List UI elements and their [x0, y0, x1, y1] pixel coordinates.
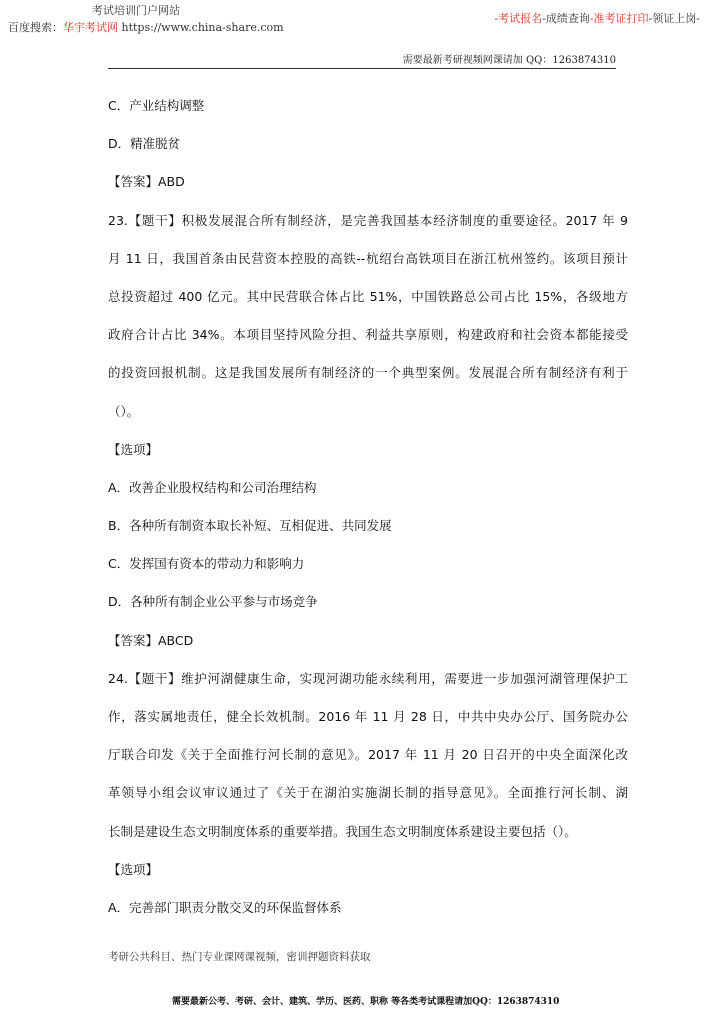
question-24-line: 长制是建设生态文明制度体系的重要举措。我国生态文明制度体系建设主要包括（）。 [108, 823, 577, 839]
options-label-24: 【选项】 [108, 861, 159, 877]
question-23-line: （）。 [108, 403, 140, 419]
site-url[interactable]: https://www.china-share.com [118, 21, 284, 34]
header-contact: 需要最新考研视频网课请加 QQ：1263874310 [402, 55, 616, 66]
question-23-line: 的投资回报机制。这是我国发展所有制经济的一个典型案例。发展混合所有制经济有利于 [108, 365, 628, 381]
footer-note: 考研公共科目、热门专业课网课视频，密训押题资料获取 [108, 951, 371, 963]
question-24-line: 24.【题干】维护河湖健康生命，实现河湖功能永续利用，需要进一步加强河湖管理保护工 [108, 670, 628, 686]
answer-23: 【答案】ABCD [108, 632, 194, 648]
options-label-23: 【选项】 [108, 441, 159, 457]
question-23-line: 总投资超过 400 亿元。其中民营联合体占比 51%，中国铁路总公司占比 15%，各级地方 [108, 288, 628, 304]
header-links [494, 10, 700, 26]
option-a-23: A．改善企业股权结构和公司治理结构 [108, 479, 317, 495]
option-d: D．精准脱贫 [108, 136, 181, 152]
site-name: 考试培训门户网站 [92, 4, 180, 17]
option-a-24: A．完善部门职责分散交叉的环保监督体系 [108, 899, 342, 915]
brand-link[interactable]: 华宇考试网 [63, 21, 118, 34]
document-body [108, 87, 628, 927]
link-registration[interactable]: -考试报名 [494, 12, 543, 25]
option-d-23: D．各种所有制企业公平参与市场竞争 [108, 594, 318, 610]
question-23-line: 月 11 日，我国首条由民营资本控股的高铁--杭绍台高铁项目在浙江杭州签约。该项目预计 [108, 250, 628, 266]
search-hint [8, 19, 284, 35]
question-23-line: 23.【题干】积极发展混合所有制经济，是完善我国基本经济制度的重要途径。2017 年 9 [108, 212, 628, 228]
option-c: C．产业结构调整 [108, 98, 205, 113]
option-b-23: B．各种所有制资本取长补短、互相促进、共同发展 [108, 518, 392, 534]
footer-contact: 需要最新公考、考研、会计、建筑、学历、医药、职称 等各类考试课程请加QQ：1263874310 [172, 997, 560, 1007]
option-c-23: C．发挥国有资本的带动力和影响力 [108, 556, 305, 572]
link-certificate[interactable]: -领证上岗- [648, 12, 700, 25]
header-divider [108, 68, 616, 69]
question-24-line: 厅联合印发《关于全面推行河长制的意见》。2017 年 11 月 20 日召开的中央全面深化改 [108, 747, 628, 763]
question-24-line: 作，落实属地责任，健全长效机制。2016 年 11 月 28 日，中共中央办公厅、国务院办公 [108, 709, 628, 724]
search-label: 百度搜索： [8, 21, 63, 34]
link-admission-ticket[interactable]: -准考证打印 [589, 12, 649, 25]
question-23-line: 政府合计占比 34%。本项目坚持风险分担、利益共享原则，构建政府和社会资本都能接受 [108, 327, 628, 343]
link-scores[interactable]: -成绩查询 [542, 12, 590, 25]
question-24-line: 革领导小组会议审议通过了《关于在湖泊实施湖长制的指导意见》。全面推行河长制、湖 [108, 785, 628, 801]
answer-22: 【答案】ABD [108, 174, 185, 190]
